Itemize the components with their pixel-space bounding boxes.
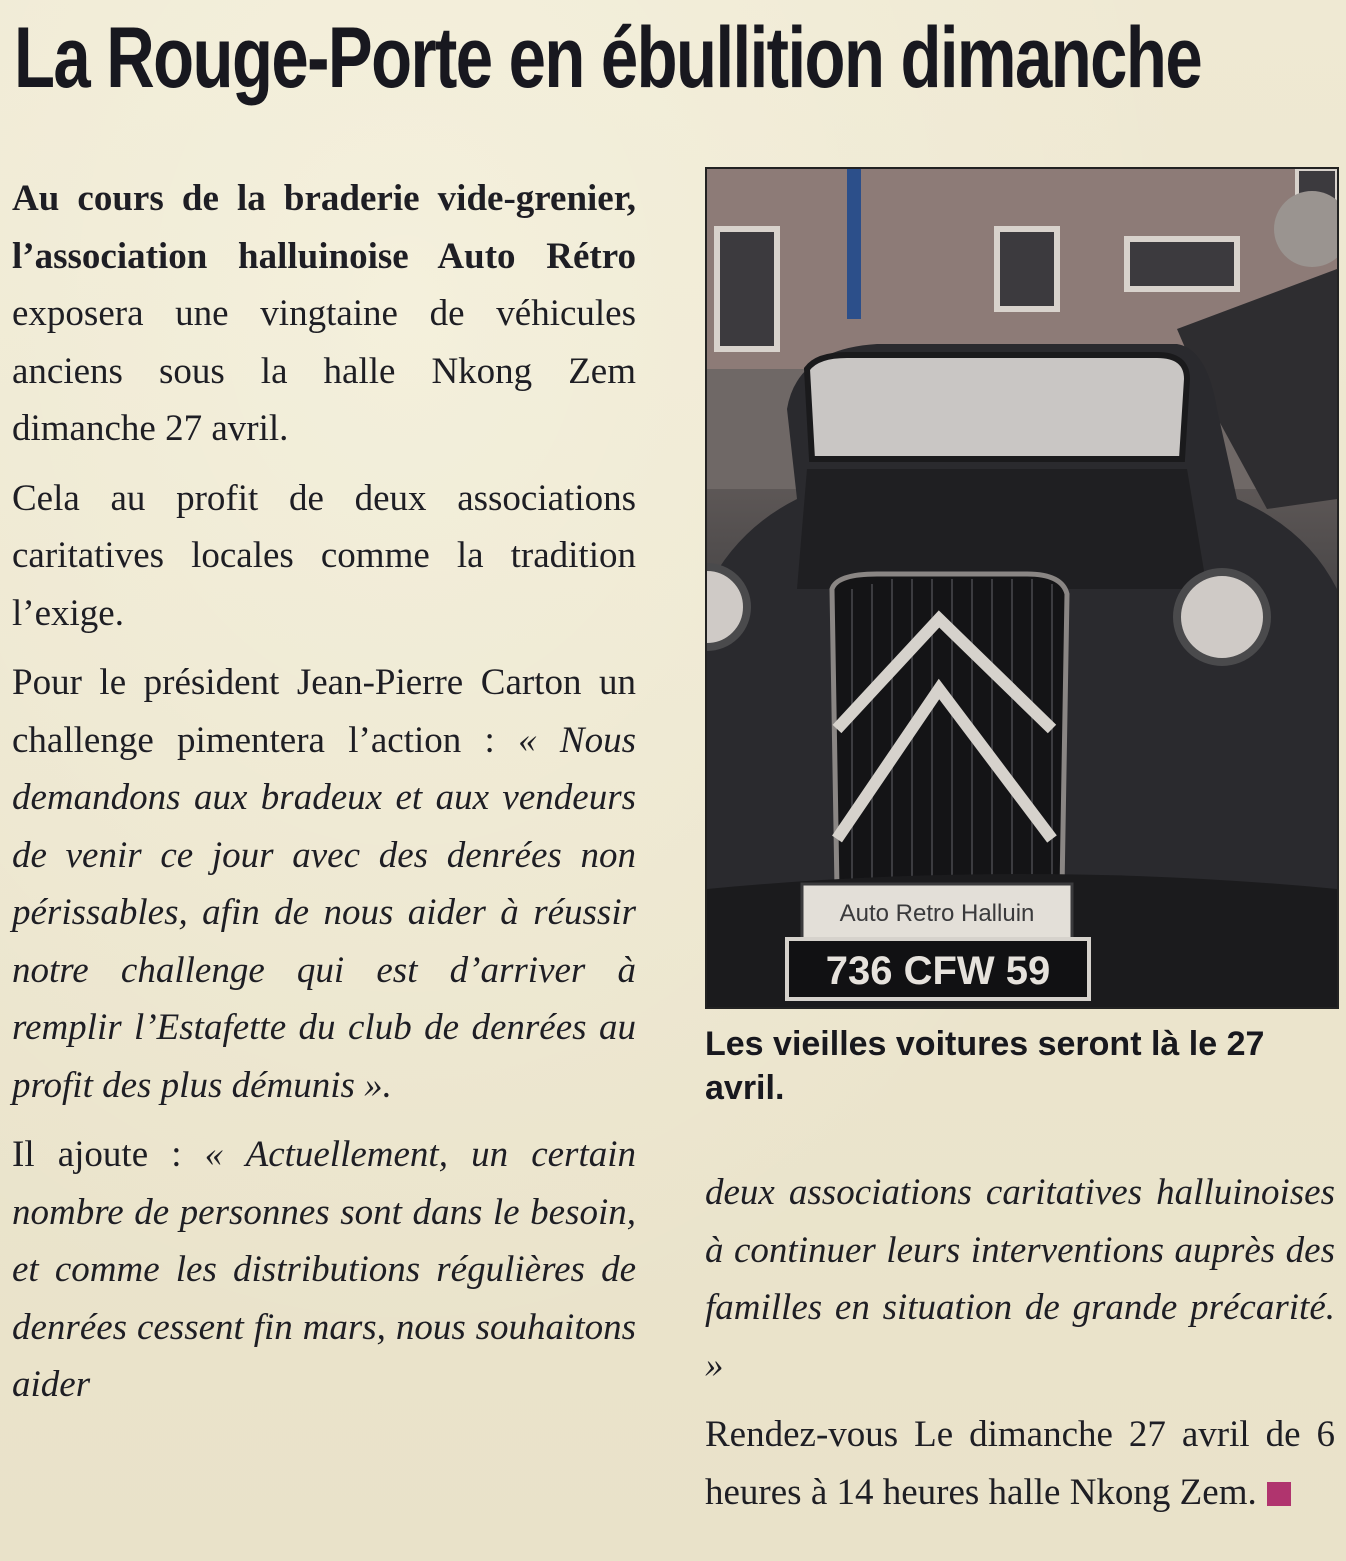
intro-plain-text: exposera une vingtaine de véhicules anciens sous la halle Nkong Zem dimanche 27 avril.: [12, 293, 636, 449]
right-quote-continued: deux associations caritatives halluinoises à continuer leurs interventions auprès des familles en situation de grande précarité. »: [705, 1172, 1335, 1386]
intro-bold-text: Au cours de la braderie vide-grenier, l’association halluinoise Auto Rétro: [12, 178, 636, 277]
adds-quote: « Actuellement, un certain nombre de personnes sont dans le besoin, et comme les distributions régulières de denrées cessent fin mars, nous souhaitons aider: [12, 1134, 636, 1405]
paragraph-adds: [12, 1126, 636, 1414]
window: [717, 229, 777, 349]
club-sign-text: Auto Retro Halluin: [839, 900, 1035, 927]
license-plate-text: 736 CFW 59: [825, 949, 1051, 993]
headlight: [1177, 572, 1267, 662]
window: [1127, 239, 1237, 289]
rendezvous-paragraph: [705, 1406, 1335, 1521]
blue-pole: [847, 169, 861, 319]
rendezvous-text: Rendez-vous Le dimanche 27 avril de 6 heures à 14 heures halle Nkong Zem.: [705, 1414, 1335, 1513]
intro-paragraph: [12, 170, 636, 458]
end-of-article-square-icon: [1267, 1482, 1291, 1506]
right-column: [705, 1164, 1335, 1533]
adds-lead: Il ajoute :: [12, 1134, 205, 1175]
headline: La Rouge-Porte en ébullition dimanche: [14, 10, 1202, 106]
windshield: [807, 355, 1187, 459]
photo-caption: Les vieilles voitures seront là le 27 avril.: [705, 1025, 1265, 1107]
hood: [797, 469, 1207, 589]
paragraph-charity: Cela au profit de deux associations caritatives locales comme la tradition l’exige.: [12, 477, 636, 634]
left-column: [12, 170, 636, 1426]
challenge-quote: « Nous demandons aux bradeux et aux vendeurs de venir ce jour avec des denrées non périssables, afin de nous aider à réussir notre challenge qui est d’arriver à remplir l’Estafette du club de denrées au profit des plus démunis ».: [12, 719, 636, 1106]
car-illustration: [707, 169, 1337, 1007]
paragraph-challenge: [12, 654, 636, 1114]
window: [997, 229, 1057, 309]
vintage-car-photo: [705, 167, 1339, 1009]
challenge-lead: Pour le président Jean-Pierre Carton un challenge pimentera l’action :: [12, 662, 636, 761]
